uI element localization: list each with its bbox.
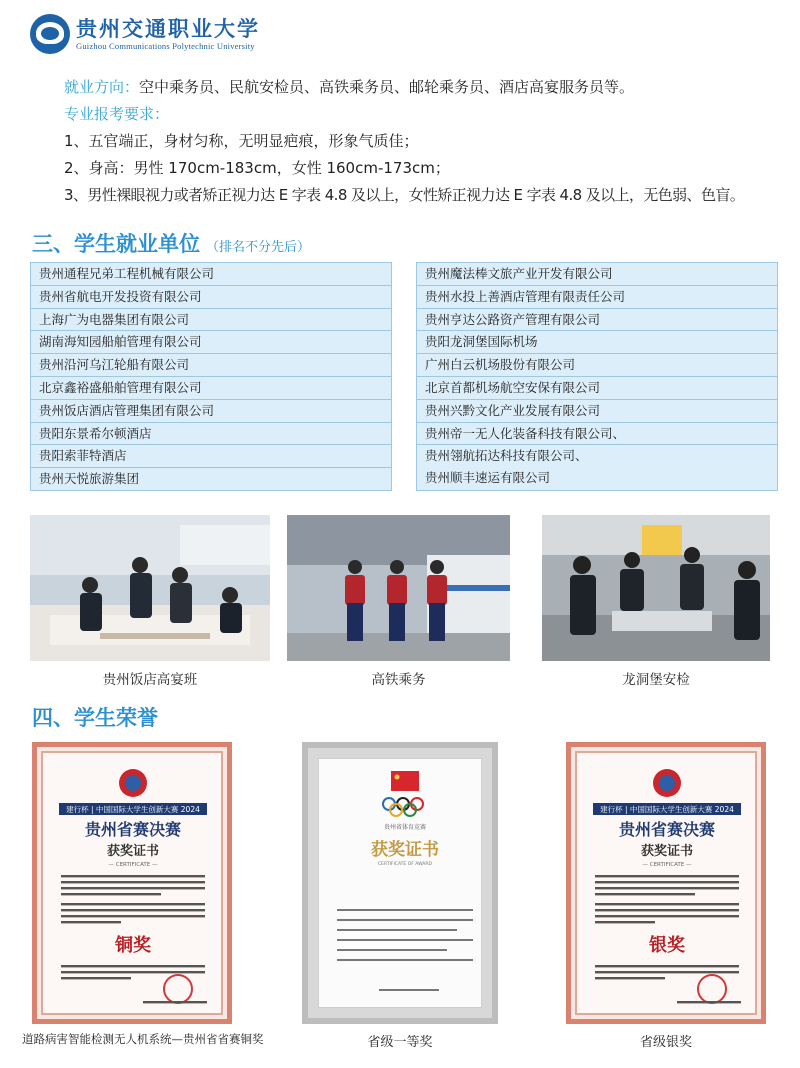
employer-item: 贵州帝一无人化装备科技有限公司、 (416, 422, 778, 446)
requirement-item: 3、男性裸眼视力或者矫正视力达 E 字表 4.8 及以上，女性矫正视力达 E 字表 4.8 及以上，无色弱、色盲。 (64, 186, 745, 204)
employer-item: 贵州顺丰速运有限公司 (425, 470, 551, 486)
employment-info (64, 74, 784, 209)
employer-item: 贵州通程兄弟工程机械有限公司 (30, 262, 392, 286)
svg-text:建行杯 | 中国国际大学生创新大赛 2024: 建行杯 | 中国国际大学生创新大赛 2024 (66, 805, 200, 814)
certificate-silver-art (577, 753, 757, 1017)
svg-text:银奖: 银奖 (649, 935, 685, 956)
svg-text:CERTIFICATE OF AWARD: CERTIFICATE OF AWARD (378, 862, 432, 867)
university-logo-icon (30, 14, 70, 54)
certificate-bronze-caption: 道路病害智能检测无人机系统—贵州省省赛铜奖 (22, 1032, 264, 1046)
svg-text:获奖证书: 获奖证书 (106, 844, 160, 859)
employer-item: 湖南海知园船舶管理有限公司 (30, 330, 392, 354)
employer-item: 北京鑫裕盛船舶管理有限公司 (30, 376, 392, 400)
employer-item-combined (416, 444, 778, 491)
employer-item: 贵阳索菲特酒店 (30, 444, 392, 468)
employer-item: 贵州亨达公路资产管理有限公司 (416, 308, 778, 332)
employer-item: 贵州兴黔文化产业发展有限公司 (416, 399, 778, 423)
university-name-en: Guizhou Communications Polytechnic University (76, 40, 255, 51)
photo-caption-rail: 高铁乘务 (371, 672, 426, 688)
employer-list-left (30, 262, 392, 490)
certificate-silver-caption: 省级银奖 (639, 1035, 692, 1050)
hotel-banquet-image (30, 515, 270, 661)
section4-title: 四、学生荣誉 (32, 706, 158, 730)
section3-title (32, 228, 310, 258)
svg-text:— CERTIFICATE —: — CERTIFICATE — (642, 862, 692, 868)
employer-list-right (416, 262, 778, 490)
svg-text:获奖证书: 获奖证书 (371, 840, 439, 860)
university-name (76, 17, 260, 52)
employer-item: 贵阳龙洞堡国际机场 (416, 330, 778, 354)
svg-text:— CERTIFICATE —: — CERTIFICATE — (108, 862, 158, 868)
employer-item: 贵州翎航拓达科技有限公司、 (425, 448, 588, 464)
photo-highspeed-rail (287, 515, 510, 661)
employment-direction (64, 74, 784, 101)
employer-item: 贵州天悦旅游集团 (30, 467, 392, 491)
svg-text:贵州省赛决赛: 贵州省赛决赛 (84, 820, 182, 839)
employer-item: 广州白云机场股份有限公司 (416, 353, 778, 377)
photo-caption-hotel: 贵州饭店高宴班 (102, 672, 198, 688)
svg-text:建行杯 | 中国国际大学生创新大赛 2024: 建行杯 | 中国国际大学生创新大赛 2024 (600, 805, 734, 814)
photo-hotel-banquet (30, 515, 270, 661)
employer-item: 北京首都机场航空安保有限公司 (416, 376, 778, 400)
certificate-bronze-art (43, 753, 223, 1017)
svg-text:贵州省赛决赛: 贵州省赛决赛 (618, 820, 716, 839)
certificate-silver (566, 742, 766, 1024)
employer-item: 贵州省航电开发投资有限公司 (30, 285, 392, 309)
employer-item: 上海广为电器集团有限公司 (30, 308, 392, 332)
employer-item: 贵州沿河乌江轮船有限公司 (30, 353, 392, 377)
certificate-first-prize-art (319, 759, 491, 1017)
svg-text:获奖证书: 获奖证书 (640, 844, 694, 859)
direction-label: 就业方向： (64, 78, 140, 96)
employer-item: 贵州魔法棒文旅产业开发有限公司 (416, 262, 778, 286)
certificate-first-prize-caption: 省级一等奖 (367, 1035, 433, 1050)
highspeed-rail-image (287, 515, 510, 661)
university-name-cn: 贵州交通职业大学 (76, 15, 260, 41)
requirement-item: 1、五官端正，身材匀称，无明显疤痕，形象气质佳； (64, 132, 419, 150)
certificate-bronze (32, 742, 232, 1024)
employer-item: 贵阳东景希尔顿酒店 (30, 422, 392, 446)
section3-note: （排名不分先后） (206, 240, 311, 255)
employer-item: 贵州饭店酒店管理集团有限公司 (30, 399, 392, 423)
photo-airport-security (542, 515, 770, 661)
certificate-first-prize (302, 742, 498, 1024)
direction-text: 空中乘务员、民航安检员、高铁乘务员、邮轮乘务员、酒店高宴服务员等。 (139, 78, 635, 96)
photo-caption-security: 龙洞堡安检 (622, 672, 690, 688)
university-header (30, 12, 260, 56)
employer-item: 贵州水投上善酒店管理有限责任公司 (416, 285, 778, 309)
section3-heading: 三、学生就业单位 (32, 232, 200, 256)
svg-text:贵州省体育竞赛: 贵州省体育竞赛 (383, 824, 427, 831)
airport-security-image (542, 515, 770, 661)
svg-text:铜奖: 铜奖 (115, 935, 151, 956)
requirement-item: 2、身高：男性 170cm-183cm，女性 160cm-173cm； (64, 159, 450, 177)
requirements-title: 专业报考要求： (64, 105, 170, 123)
